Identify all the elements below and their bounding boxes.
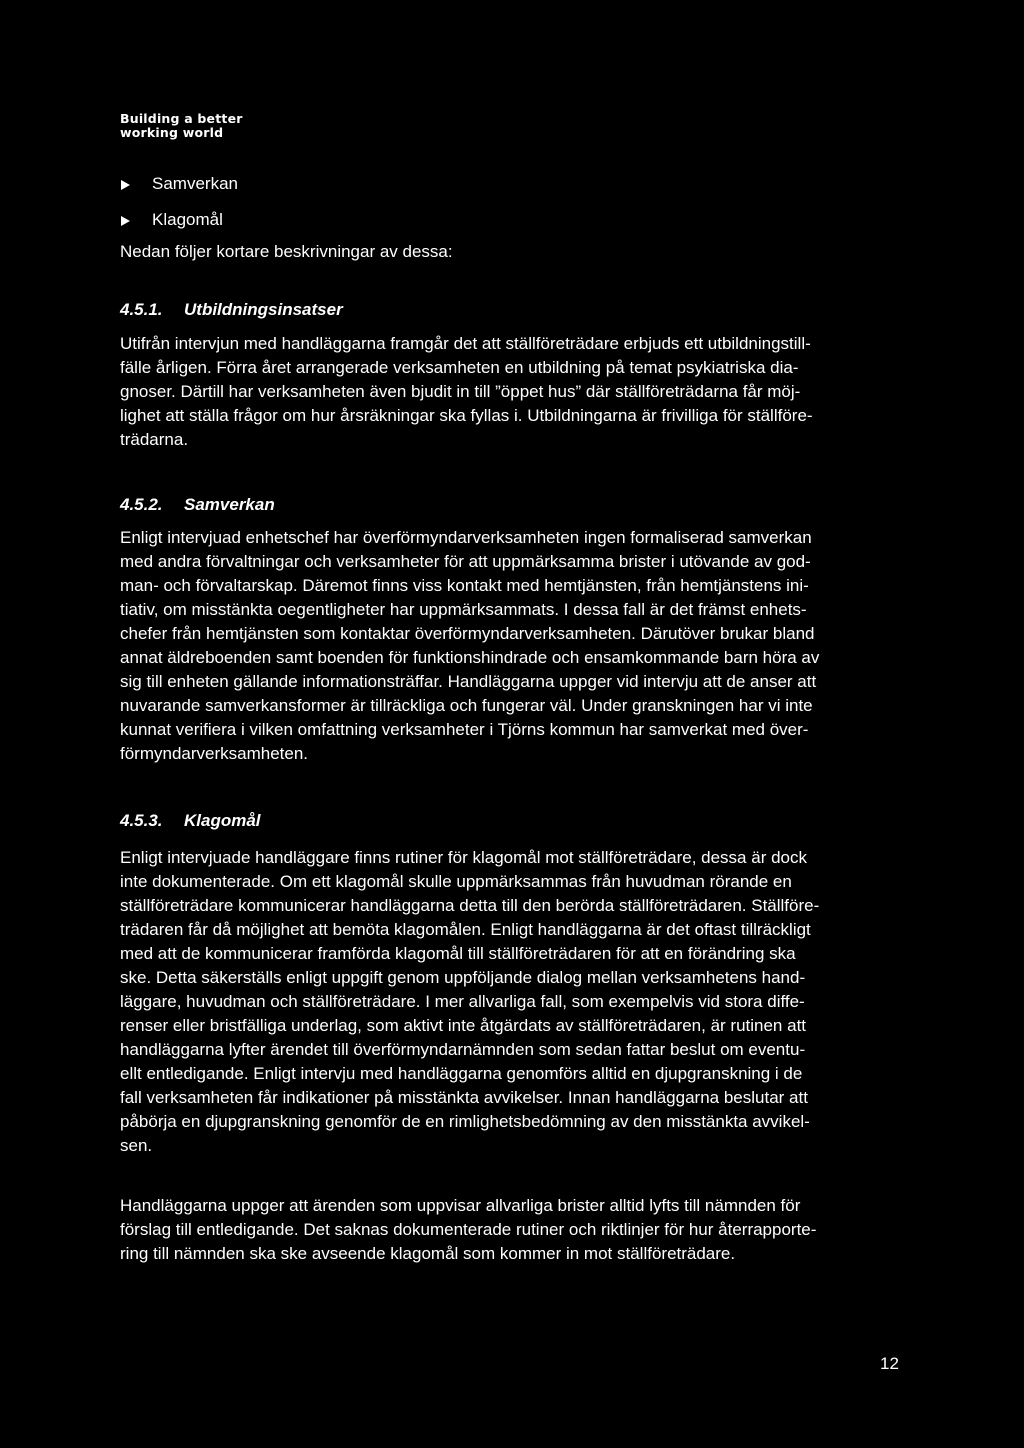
bullet-label: Samverkan (152, 174, 238, 193)
text-line: Enligt intervjuade handläggare finns rutiner för klagomål mot ställföreträdare, dessa är dock (120, 848, 807, 867)
section-title: Samverkan (184, 495, 275, 514)
text-line: man- och förvaltarskap. Däremot finns viss kontakt med hemtjänsten, från hemtjänstens ini- (120, 576, 809, 595)
text-line: Utifrån intervjun med handläggarna framgår det att ställföreträdare erbjuds ett utbildningstill- (120, 334, 811, 353)
text-line: inte dokumenterade. Om ett klagomål skulle uppmärksammas från huvudman rörande en (120, 872, 792, 891)
text-line: fall verksamheten får indikationer på misstänkta avvikelser. Innan handläggarna beslutar att (120, 1088, 808, 1107)
text-line: ställföreträdare kommunicerar handläggarna detta till den berörda ställföreträdaren. Ställföre- (120, 896, 820, 915)
text-line: gnoser. Därtill har verksamheten även bjudit in till ”öppet hus” där ställföreträdarna får möj- (120, 382, 801, 401)
section-heading-klagomal (120, 809, 261, 833)
text-line: ske. Detta säkerställs enligt uppgift genom uppföljande dialog mellan verksamhetens hand- (120, 968, 806, 987)
text-line: annat äldreboenden samt boenden för funktionshindrade och ensamkommande barn höra av (120, 648, 820, 667)
triangle-bullet-icon (121, 216, 130, 226)
text-line: nuvarande samverkansformer är tillräckliga och fungerar väl. Under granskningen har vi inte (120, 696, 813, 715)
text-line: renser eller bristfälliga underlag, som aktivt inte åtgärdats av ställföreträdaren, är rutinen att (120, 1016, 807, 1035)
text-line: med att de kommunicerar framförda klagomål till ställföreträdaren för att en förändring ska (120, 944, 796, 963)
paragraph-utbildningsinsatser (120, 332, 910, 452)
text-line: sen. (120, 1136, 153, 1155)
page-number: 12 (880, 1354, 899, 1373)
text-line: Handläggarna uppger att ärenden som uppvisar allvarliga brister alltid lyfts till nämnden för (120, 1196, 801, 1215)
section-heading-utbildningsinsatser (120, 298, 343, 322)
section-heading-samverkan (120, 493, 275, 517)
text-line: tiativ, om misstänkta oegentligheter har uppmärksammats. I dessa fall är det främst enhets- (120, 600, 807, 619)
section-number: 4.5.3. (120, 811, 163, 830)
bullet-item-samverkan (121, 166, 238, 202)
section-title: Utbildningsinsatser (184, 300, 343, 319)
text-line: förmyndarverksamheten. (120, 744, 309, 763)
section-number: 4.5.1. (120, 300, 163, 319)
text-line: trädaren får då möjlighet att bemöta klagomålen. Enligt handläggarna är det oftast tillräckligt (120, 920, 811, 939)
text-line: handläggarna lyfter ärendet till överförmyndarnämnden som sedan fattar beslut om eventu- (120, 1040, 806, 1059)
text-line: läggare, huvudman och ställföreträdare. I mer allvarliga fall, som exempelvis vid stora diffe- (120, 992, 805, 1011)
section-number: 4.5.2. (120, 495, 163, 514)
text-line: ring till nämnden ska ske avseende klagomål som kommer in mot ställföreträdare. (120, 1244, 736, 1263)
text-line: chefer från hemtjänsten som kontaktar överförmyndarverksamheten. Därutöver brukar bland (120, 624, 815, 643)
text-line: Enligt intervjuad enhetschef har överförmyndarverksamheten ingen formaliserad samverkan (120, 528, 812, 547)
text-line: lighet att ställa frågor om hur årsräkningar ska fyllas i. Utbildningarna är frivilliga för ställföre- (120, 406, 813, 425)
text-line: förslag till entledigande. Det saknas dokumenterade rutiner och riktlinjer för hur återrapporte- (120, 1220, 817, 1239)
section-title: Klagomål (184, 811, 261, 830)
company-logo-text (120, 112, 243, 140)
text-line: påbörja en djupgranskning genomför de en rimlighetsbedömning av den misstänkta avvikel- (120, 1112, 810, 1131)
logo-line-1: Building a better (120, 111, 243, 126)
text-line: fälle årligen. Förra året arrangerade verksamheten en utbildning på temat psykiatriska dia- (120, 358, 799, 377)
logo-line-2: working world (120, 125, 224, 140)
text-line: sig till enheten gällande informationsträffar. Handläggarna uppger vid intervju att de anser att (120, 672, 817, 691)
text-line: trädarna. (120, 430, 189, 449)
bullet-label: Klagomål (152, 210, 223, 229)
intro-text: Nedan följer kortare beskrivningar av dessa: (120, 242, 453, 261)
triangle-bullet-icon (121, 180, 130, 190)
text-line: ellt entledigande. Enligt intervju med handläggarna genomförs alltid en djupgranskning i de (120, 1064, 803, 1083)
paragraph-klagomal (120, 846, 910, 1158)
bullet-list (121, 166, 238, 238)
paragraph-samverkan (120, 526, 910, 766)
paragraph-klagomal-2 (120, 1194, 910, 1266)
bullet-item-klagomal (121, 202, 238, 238)
text-line: kunnat verifiera i vilken omfattning verksamheter i Tjörns kommun har samverkat med över- (120, 720, 809, 739)
text-line: med andra förvaltningar och verksamheter för att uppmärksamma brister i utövande av god- (120, 552, 811, 571)
